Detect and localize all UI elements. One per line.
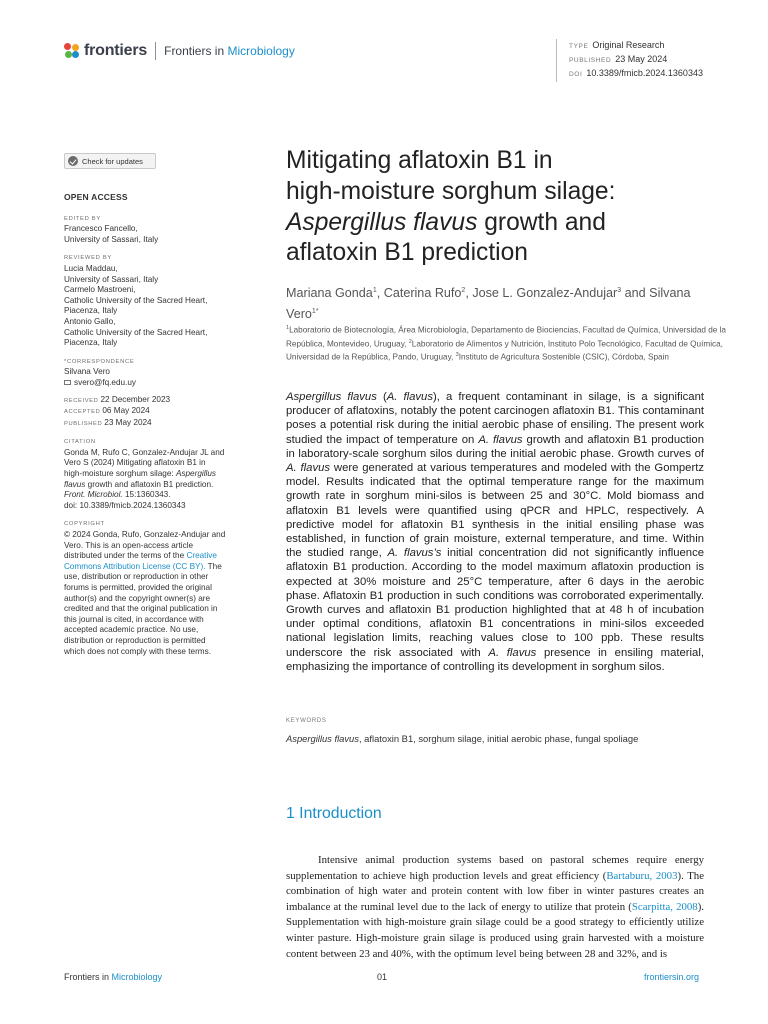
- check-icon: [68, 156, 78, 166]
- journal-prefix: Frontiers in: [164, 44, 225, 58]
- email-text: svero@fq.edu.uy: [74, 377, 137, 387]
- reviewed-by-list: [64, 264, 254, 349]
- mail-icon: [64, 380, 71, 385]
- article-doi[interactable]: [569, 67, 703, 81]
- copyright-line: [64, 562, 254, 573]
- journal-name[interactable]: [164, 44, 295, 58]
- author-separator: ,: [465, 286, 473, 301]
- published-value-side: 23 May 2024: [104, 417, 152, 427]
- affiliation-text: Instituto de Agricultura Sostenible (CSIC), Córdoba, Spain: [458, 352, 669, 362]
- reviewer-line: Lucia Maddau,: [64, 263, 118, 273]
- author-affiliation-mark: 1*: [311, 307, 319, 315]
- license-link[interactable]: Commons Attribution License (CC BY).: [64, 561, 206, 571]
- reviewer-line: Piacenza, Italy: [64, 338, 118, 348]
- frontiers-logo[interactable]: [64, 42, 295, 60]
- reviewer-line: Catholic University of the Sacred Heart,: [64, 327, 208, 337]
- accepted-date: [64, 406, 254, 418]
- title-species: Aspergillus flavus: [286, 208, 478, 236]
- author-name: Mariana Gonda: [286, 286, 373, 301]
- copyright-fragment: distributed under the terms of the: [64, 551, 187, 561]
- citation-fragment: 15:1360343.: [122, 490, 171, 500]
- author-list: [286, 282, 716, 324]
- logo-dot-green: [65, 51, 72, 58]
- abstract-text: initial concentration did not significantly influence aflatoxin B1 production. According to the model maximum aflatoxin production is expected at 30% moisture and 25°C temperature, after 6 days in the aerobic phase. Aflatoxin B1 production in such conditions was corroborated experimentally. Growth curves and aflatoxin B1 production highlighted that at 48 h of incubation under optimal conditions, aflatoxin B1 concentrations in mini-silos exceeded national legislation limits, reaching values close to 100 ppb. These results underscore the risk associated with: [286, 547, 704, 659]
- author-name: Silvana Vero: [286, 286, 691, 322]
- keywords: [286, 733, 638, 744]
- citation-doi: doi: 10.3389/fmicb.2024.1360343: [64, 500, 186, 510]
- copyright-line: distribution or reproduction is permitted: [64, 635, 206, 645]
- affiliation-text: Laboratorio de Alimentos y Nutrición, Instituto Polo Tecnológico, Facultad de Química, Universidad de la República, Pando, Uruguay,: [286, 339, 723, 362]
- abstract-text: presence in ensiling material, emphasizing the importance of controlling its development in sorghum silos.: [286, 646, 704, 673]
- author-name: Jose L. Gonzalez-Andujar: [472, 286, 618, 301]
- affiliation-mark: 2: [408, 338, 412, 345]
- reviewer-line: University of Sassari, Italy: [64, 274, 159, 284]
- copyright-fragment: The: [207, 561, 222, 571]
- edited-by-list: [64, 224, 254, 245]
- accepted-label: ACCEPTED: [64, 409, 101, 416]
- published-label-side: PUBLISHED: [64, 420, 103, 427]
- logo-dot-blue: [72, 51, 79, 58]
- correspondence-email[interactable]: [64, 378, 254, 389]
- citation-line: Gonda M, Rufo C, Gonzalez-Andujar JL and: [64, 447, 225, 457]
- footer-journal-prefix: Frontiers in: [64, 972, 112, 982]
- received-label: RECEIVED: [64, 397, 99, 404]
- footer-journal[interactable]: [64, 972, 162, 982]
- reviewer-line: Antonio Gallo,: [64, 316, 116, 326]
- check-for-updates-button[interactable]: [64, 153, 156, 169]
- affiliations: [286, 323, 726, 364]
- title-line: [286, 208, 726, 239]
- title-line: Mitigating aflatoxin B1 in: [286, 147, 553, 174]
- logo-divider: [155, 42, 156, 60]
- author-affiliation-mark: 3: [617, 287, 622, 294]
- frontiers-logo-icon: [64, 43, 80, 59]
- citation-line: [64, 469, 254, 480]
- reviewer-line: Carmelo Mastroeni,: [64, 285, 136, 295]
- abstract-text: were generated at various temperatures and modeled with the Gompertz model. Results indicated that the optimal temperature range for the maximum growth rate in sorghum mini-silos is between 25 and 30°C. Mold biomass and aflatoxin B1 levels were quantified using qPCR and HPLC, respectively. A predictive model for aflatoxin B1 synthesis in the initial ensiling phase was established, in function of grain moisture, external temperature, and time. Within the studied range,: [286, 462, 704, 560]
- brand-name: frontiers: [84, 42, 148, 59]
- title-line: aflatoxin B1 prediction: [286, 239, 528, 267]
- check-updates-label: Check for updates: [82, 156, 143, 166]
- copyright-line: © 2024 Gonda, Rufo, Gonzalez-Andujar and: [64, 530, 226, 540]
- correspondence-name: Silvana Vero: [64, 367, 110, 377]
- copyright-line: credited and that the original publication in: [64, 604, 218, 614]
- abstract-italic: A. flavus’s: [387, 547, 442, 560]
- published-date: [64, 418, 254, 430]
- logo-dot-orange: [72, 44, 79, 51]
- journal-field: Microbiology: [227, 44, 295, 58]
- title-line: high-moisture sorghum silage:: [286, 177, 616, 205]
- citation-italic: flavus: [64, 479, 86, 489]
- copyright-line: Vero. This is an open-access article: [64, 540, 194, 550]
- abstract-italic: A. flavus: [386, 391, 433, 403]
- intro-text: Intensive animal production systems based on pastoral schemes require energy supplementation to achieve high production levels and great efficiency (: [286, 854, 704, 882]
- author-separator: and: [621, 286, 650, 301]
- type-label: TYPE: [569, 43, 589, 50]
- citation-text: [64, 448, 254, 512]
- abstract: [286, 390, 704, 674]
- accepted-value: 06 May 2024: [102, 406, 150, 416]
- introduction-paragraph: [286, 853, 704, 962]
- keyword-list: , aflatoxin B1, sorghum silage, initial aerobic phase, fungal spoliage: [358, 733, 639, 744]
- copyright-text: [64, 530, 254, 657]
- copyright-line: which does not comply with these terms.: [64, 646, 211, 656]
- author-name: Caterina Rufo: [383, 286, 462, 301]
- logo-dot-red: [64, 43, 71, 50]
- citation-fragment: high-moisture sorghum silage:: [64, 469, 176, 479]
- copyright-line: this journal is cited, in accordance with: [64, 614, 204, 624]
- footer-site-link[interactable]: frontiersin.org: [644, 972, 700, 982]
- article-title: [286, 146, 726, 269]
- license-link[interactable]: Creative: [186, 551, 217, 561]
- citation-line: Vero S (2024) Mitigating aflatoxin B1 in: [64, 458, 206, 468]
- author-affiliation-mark: 2: [461, 287, 466, 294]
- abstract-text: ), a frequent contaminant in silage, is a significant producer of aflatoxins, notably the potent carcinogen aflatoxin B1. This contaminant poses a potential risk during the initial aerobic phase of ensiling. The present work studied the impact of temperature on: [286, 391, 705, 446]
- copyright-line: use, distribution or reproduction in other: [64, 572, 209, 582]
- edited-by-heading: EDITED BY: [64, 215, 101, 222]
- footer-journal-field: Microbiology: [111, 972, 163, 982]
- affiliation-mark: 3: [455, 352, 459, 359]
- intro-text: ). The combination of high water and protein content with low fiber in winter pastures creates an imbalance at the ruminal level due to the lack of energy to utilize that protein (: [286, 869, 704, 913]
- abstract-italic: Aspergillus flavus: [286, 391, 377, 403]
- citation-journal: Front. Microbiol.: [64, 490, 123, 500]
- type-value: Original Research: [592, 40, 665, 50]
- copyright-line: [64, 551, 254, 562]
- sidebar-info: [64, 192, 254, 657]
- page-number: 01: [377, 972, 388, 982]
- author-affiliation-mark: 1: [372, 287, 377, 294]
- abstract-italic: A. flavus: [478, 433, 523, 446]
- copyright-heading: COPYRIGHT: [64, 521, 105, 528]
- open-access-label: OPEN ACCESS: [64, 192, 128, 202]
- reviewed-by-heading: REVIEWED BY: [64, 255, 112, 262]
- citation-fragment: growth and aflatoxin B1 prediction.: [85, 479, 214, 489]
- intro-text: ). Supplementation with high-moisture grain silage could be a good strategy to efficiently utilize winter pasture. High-moisture grain silage is produced using grain harvested with a moisture content between 23 and 40%, with the optimum level being between 28 and 32%, and is: [286, 900, 704, 960]
- keywords-heading: KEYWORDS: [286, 718, 327, 724]
- abstract-text: (: [376, 391, 387, 403]
- affiliation-text: Laboratorio de Biotecnología, Área Microbiología, Departamento de Biociencias, Facultad de Química, Universidad de la República, Montevideo, Uruguay,: [286, 325, 726, 349]
- article-type: [569, 39, 703, 53]
- abstract-italic: A. flavus: [286, 462, 331, 475]
- reviewer-line: Catholic University of the Sacred Heart,: [64, 295, 208, 305]
- correspondence-heading: *CORRESPONDENCE: [64, 358, 135, 365]
- reviewer-line: Piacenza, Italy: [64, 306, 118, 316]
- citation-link[interactable]: Scarpitta, 2008: [631, 900, 698, 913]
- doi-value[interactable]: 10.3389/fmicb.2024.1360343: [586, 68, 703, 79]
- abstract-text: growth and aflatoxin B1 production in laboratory-scale sorghum silos during the initial aerobic phase. Growth curves of: [286, 433, 704, 460]
- copyright-line: author(s) and the copyright owner(s) are: [64, 593, 211, 603]
- published-label: PUBLISHED: [569, 57, 612, 65]
- citation-link[interactable]: Bartaburu, 2003: [606, 869, 678, 882]
- published-value: 23 May 2024: [615, 54, 668, 65]
- received-value: 22 December 2023: [100, 394, 171, 404]
- affiliation-mark: 1: [286, 325, 290, 331]
- citation-heading: CITATION: [64, 439, 96, 446]
- received-date: [64, 395, 254, 407]
- section-heading: 1 Introduction: [286, 805, 382, 822]
- citation-italic: Aspergillus: [175, 469, 216, 479]
- copyright-line: forums is permitted, provided the original: [64, 583, 212, 592]
- article-meta: [556, 39, 703, 82]
- title-fragment: growth and: [477, 208, 606, 236]
- abstract-italic: A. flavus: [488, 646, 537, 659]
- article-published: [569, 53, 703, 67]
- keyword-species: Aspergillus flavus: [286, 733, 359, 744]
- doi-label: DOI: [569, 71, 583, 79]
- editor-line: University of Sassari, Italy: [64, 234, 159, 244]
- editor-line: Francesco Fancello,: [64, 224, 138, 234]
- citation-line: [64, 480, 254, 491]
- citation-line: [64, 490, 254, 501]
- copyright-line: accepted academic practice. No use,: [64, 625, 199, 635]
- author-separator: ,: [376, 286, 384, 301]
